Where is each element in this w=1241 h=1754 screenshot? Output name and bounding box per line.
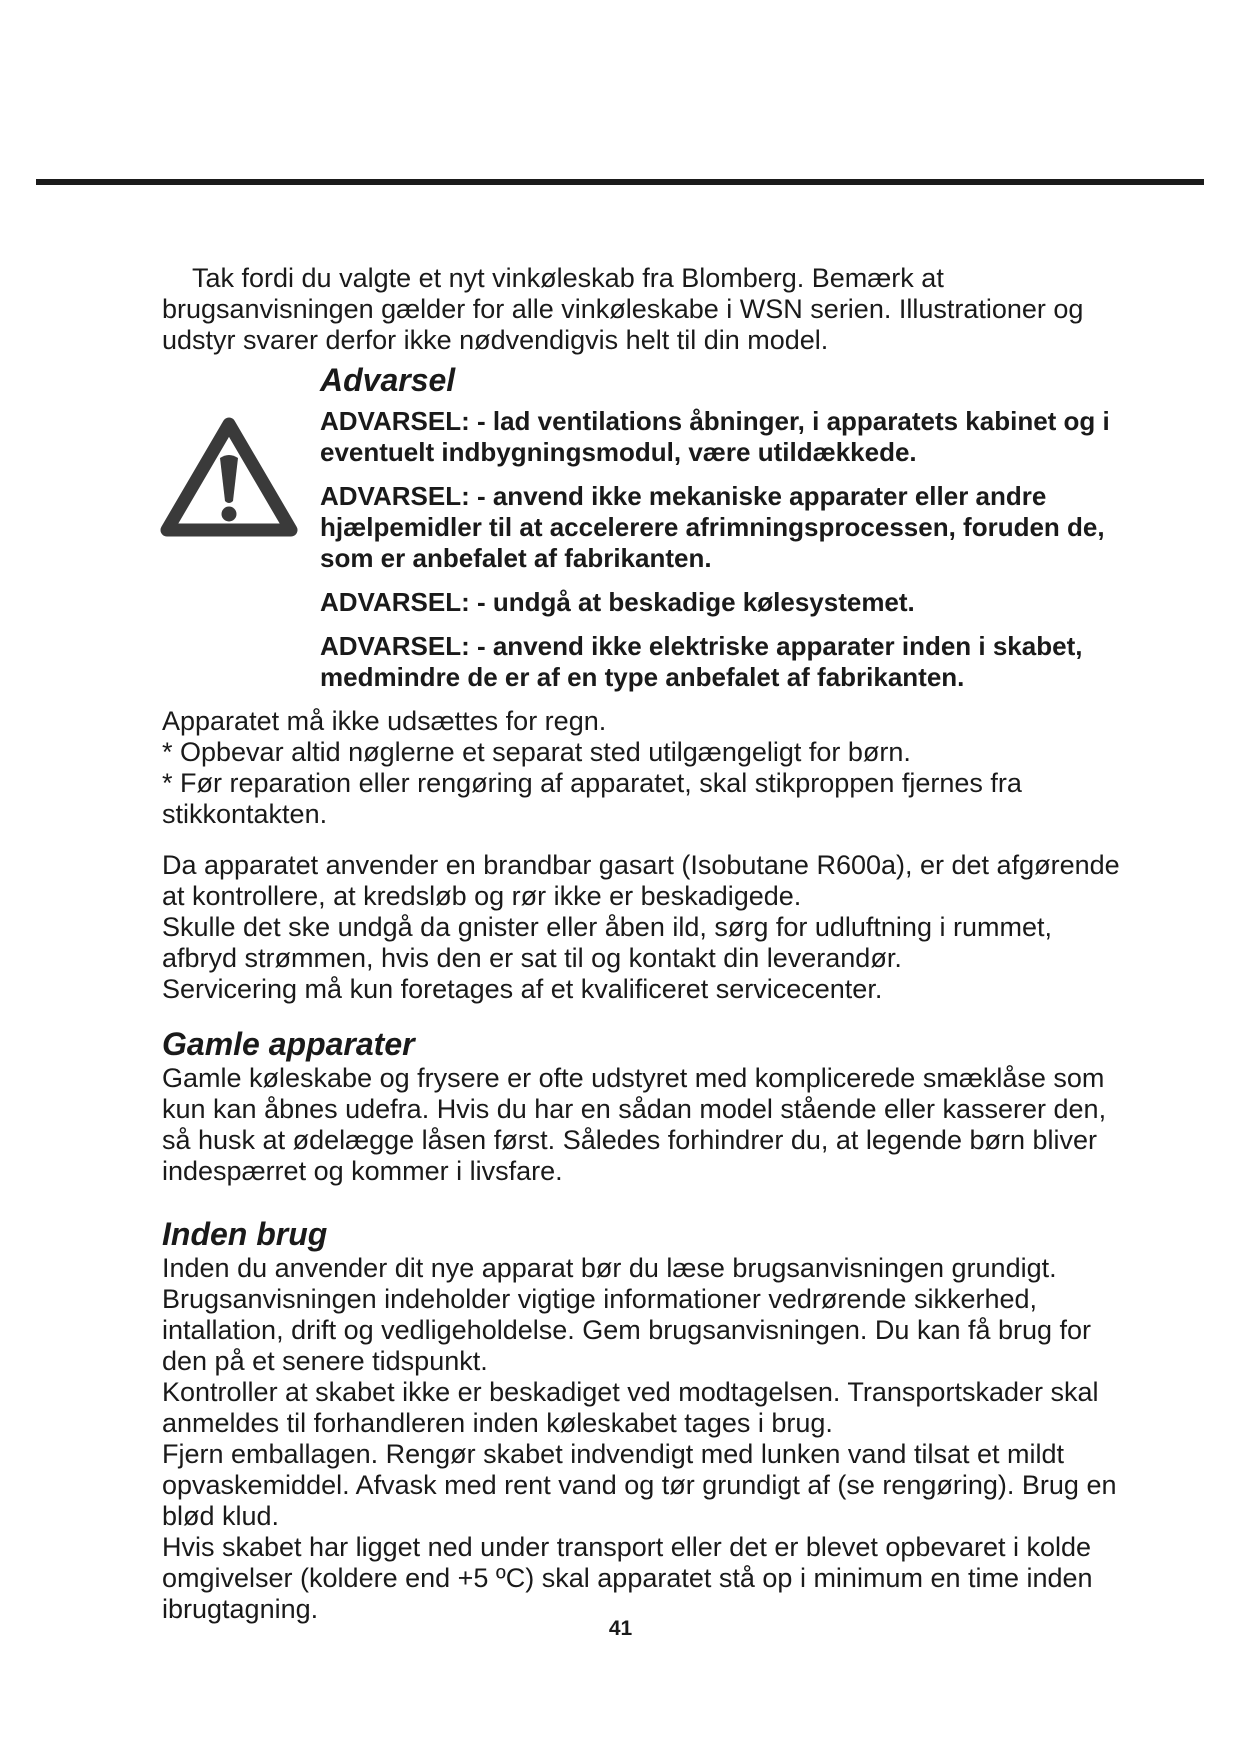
section-title: Gamle apparater — [162, 1026, 415, 1062]
gas-line: Servicering må kun foretages af et kvalificeret servicecenter. — [162, 974, 883, 1004]
gas-line: Skulle det ske undgå da gnister eller åben ild, sørg for udluftning i rummet, afbryd strømmen, hvis den er sat til og kontakt din leverandør. — [162, 912, 1052, 973]
safety-notes — [162, 706, 1122, 830]
section-paragraph: Inden du anvender dit nye apparat bør du læse brugsanvisningen grundigt. Brugsanvisningen indeholder vigtige informationer vedrørende sikkerhed, intallation, drift og vedligeholdelse. Gem brugsanvisningen. Du kan få brug for den på et senere tidspunkt. — [162, 1253, 1092, 1376]
before-use-section — [162, 1215, 1122, 1625]
gas-line: Da apparatet anvender en brandbar gasart (Isobutane R600a), er det afgørende at kontrollere, at kredsløb og rør ikke er beskadigede. — [162, 850, 1120, 911]
gas-notes — [162, 850, 1122, 1005]
warning-item: ADVARSEL: - lad ventilations åbninger, i apparatets kabinet og i eventuelt indbygningsmodul, være utildækkede. — [320, 406, 1110, 467]
warning-item: ADVARSEL: - anvend ikke elektriske apparater inden i skabet, medmindre de er af en type anbefalet af fabrikanten. — [320, 631, 1083, 692]
warning-block — [162, 360, 1122, 693]
old-appliances-section — [162, 1025, 1122, 1187]
section-paragraph: Fjern emballagen. Rengør skabet indvendigt med lunken vand tilsat et mildt opvaskemiddel. Afvask med rent vand og tør grundigt af (se rengøring). Brug en blød klud. — [162, 1439, 1117, 1531]
section-paragraph: Kontroller at skabet ikke er beskadiget ved modtagelsen. Transportskader skal anmeldes til forhandleren inden køleskabet tages i brug. — [162, 1377, 1099, 1438]
safety-line: * Opbevar altid nøglerne et separat sted utilgængeligt for børn. — [162, 737, 911, 767]
page-number: 41 — [608, 1617, 633, 1640]
warning-title: Advarsel — [320, 362, 456, 398]
warning-triangle-icon — [159, 416, 299, 540]
warning-item: ADVARSEL: - anvend ikke mekaniske apparater eller andre hjælpemidler til at accelerere afrimningsprocessen, foruden de, som er anbefalet af fabrikanten. — [320, 481, 1105, 573]
header-rule — [36, 179, 1204, 185]
section-title: Inden brug — [162, 1216, 328, 1252]
section-paragraph: Gamle køleskabe og frysere er ofte udstyret med komplicerede smæklåse som kun kan åbnes udefra. Hvis du har en sådan model stående eller kasserer den, så husk at ødelægge låsen først. Således forhindrer du, at legende børn bliver indespærret og kommer i livsfare. — [162, 1063, 1107, 1186]
intro-paragraph: Tak fordi du valgte et nyt vinkøleskab fra Blomberg. Bemærk at brugsanvisningen gælder for alle vinkøleskabe i WSN serien. Illustrationer og udstyr svarer derfor ikke nødvendigvis helt til din model. — [162, 263, 1084, 355]
safety-line: * Før reparation eller rengøring af apparatet, skal stikproppen fjernes fra stikkontakten. — [162, 768, 1022, 829]
page-content — [162, 263, 1122, 1625]
section-paragraph: Hvis skabet har ligget ned under transport eller det er blevet opbevaret i kolde omgivelser (koldere end +5 ºC) skal apparatet stå op i minimum en time inden ibrugtagning. — [162, 1532, 1093, 1624]
warning-item: ADVARSEL: - undgå at beskadige kølesystemet. — [320, 587, 915, 617]
safety-line: Apparatet må ikke udsættes for regn. — [162, 706, 607, 736]
